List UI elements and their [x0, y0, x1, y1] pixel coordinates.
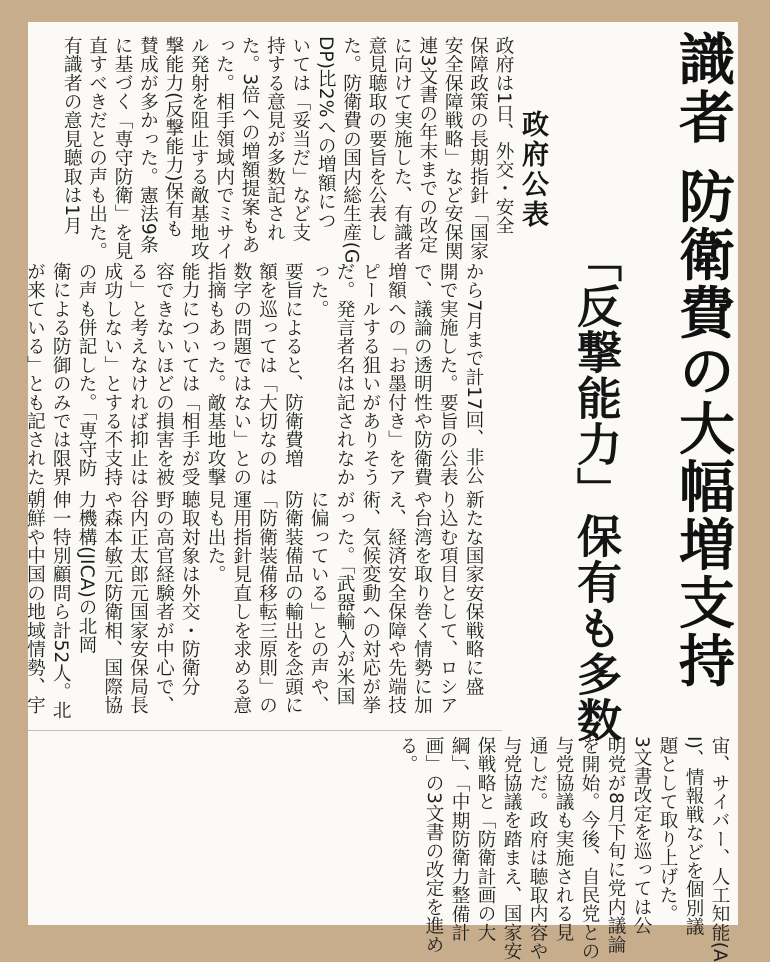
- text-column: 野の高官経験者が中心で、: [153, 490, 175, 715]
- text-column: 増額への「お墨付き」をア: [385, 262, 407, 487]
- text-column: った。: [308, 262, 330, 319]
- text-column: だ。発言者名は記されなか: [334, 262, 355, 487]
- text-column: 直すべきだとの声も出た。: [86, 36, 108, 261]
- text-column: 見も出た。: [205, 490, 226, 584]
- text-column: 新たな国家安保戦略に盛: [463, 490, 484, 696]
- text-column: 有識者の意見聴取は1月: [61, 36, 83, 235]
- text-column: た。3倍への増額提案もあ: [239, 36, 260, 254]
- text-column: 与党協議を踏まえ、国家安: [501, 736, 522, 961]
- text-column: I)、情報戦などを個別議: [683, 736, 704, 936]
- text-column: 綱」、「中期防衛力整備計: [449, 736, 470, 942]
- kicker: 政府公表: [517, 110, 548, 230]
- text-column: 術、気候変動への対応が挙: [359, 490, 381, 715]
- subheadline: 「反撃能力」保有も多数: [569, 237, 622, 743]
- text-column: 保障政策の長期指針「国家: [467, 36, 489, 261]
- text-column: る」と考えなければ抑止は: [127, 262, 149, 487]
- text-column: 与党協議も実施される見: [553, 736, 574, 942]
- text-column: った。相手領域内でミサイ: [213, 36, 235, 261]
- text-column: 3文書改定を巡っては公: [631, 736, 652, 935]
- text-column: 題として取り上げた。: [657, 736, 678, 923]
- text-column: え、経済安全保障や先端技: [385, 490, 407, 715]
- text-column: 撃能力(反撃能力)保有も: [162, 36, 184, 238]
- text-column: 通しだ。政府は聴取内容や: [527, 736, 548, 961]
- text-column: 朝鮮や中国の地域情勢、宇: [24, 490, 46, 715]
- text-column: で、議論の透明性や防衛費: [411, 262, 433, 487]
- text-column: 持する意見が多数記され: [264, 36, 286, 242]
- text-column: り込む項目として、ロシア: [437, 490, 459, 715]
- text-column: 防衛装備品の輸出を念頭に: [282, 490, 304, 715]
- text-column: 伸一特別顧問ら計52人。北: [50, 490, 72, 720]
- text-column: いては「妥当だ」など支: [289, 36, 311, 242]
- text-column: 聴取対象は外交・防衛分: [179, 490, 201, 696]
- text-column: 連3文書の年末までの改定: [416, 36, 438, 254]
- text-column: 数字の問題ではない」との: [230, 262, 252, 487]
- text-column: 保戦略と「防衛計画の大: [475, 736, 496, 942]
- text-column: 運用指針見直しを求める意: [230, 490, 252, 715]
- text-column: に向けて実施した、有識者: [391, 36, 413, 261]
- text-column: 明党が8月下旬に党内議論: [605, 736, 626, 954]
- text-column: や台湾を取り巻く情勢に加: [411, 490, 433, 715]
- text-column: がった。「武器輸入が米国: [334, 490, 355, 706]
- text-column: や森本敏元防衛相、国際協: [101, 490, 123, 715]
- text-column: る。: [397, 736, 418, 774]
- text-column: 安全保障戦略」など安保関: [442, 36, 464, 261]
- text-column: 政府は1日、外交・安全: [493, 36, 514, 235]
- text-column: 「防衛装備移転三原則」の: [256, 490, 278, 715]
- text-column: 額を巡っては「大切なのは: [256, 262, 278, 487]
- text-column: 画」の3文書の改定を進め: [423, 736, 444, 954]
- text-column: に基づく「専守防衛」を見: [112, 36, 133, 261]
- text-column: 衛による防御のみでは限界: [50, 262, 72, 487]
- text-column: 意見聴取の要旨を公表し: [366, 36, 387, 242]
- text-column: に偏っている」との声や、: [308, 490, 330, 715]
- text-column: 開で実施した。要旨の公表: [437, 262, 459, 487]
- text-column: を開始。今後、自民党との: [579, 736, 600, 961]
- text-column: の声も併記した。「専守防: [76, 262, 97, 478]
- text-column: から7月まで計17回、非公: [463, 262, 484, 485]
- text-column: 成功しない」とする不支持: [101, 262, 123, 487]
- headline: 識者 防衛費の大幅増支持: [670, 30, 735, 690]
- text-column: 指摘もあった。敵基地攻撃: [205, 262, 226, 487]
- text-column: 容できないほどの損害を被: [153, 262, 175, 487]
- text-column: 力機構(JICA)の北岡: [76, 490, 97, 654]
- text-column: 要旨によると、防衛費増: [282, 262, 304, 468]
- text-column: 能力については「相手が受: [179, 262, 201, 487]
- text-column: DP)比2%への増額につ: [315, 36, 337, 230]
- divider: [28, 730, 502, 731]
- text-column: ピールする狙いがありそう: [359, 262, 381, 487]
- text-column: 賛成が多かった。憲法9条: [137, 36, 159, 254]
- text-column: 谷内正太郎元国家安保局長: [127, 490, 149, 715]
- text-column: ル発射を阻止する敵基地攻: [188, 36, 210, 261]
- text-column: た。防衛費の国内総生産(G: [340, 36, 362, 264]
- text-column: 宙、サイバー、人工知能(A: [709, 736, 730, 962]
- newspaper-clipping: [24, 22, 738, 962]
- text-column: が来ている」とも記された。: [24, 262, 46, 506]
